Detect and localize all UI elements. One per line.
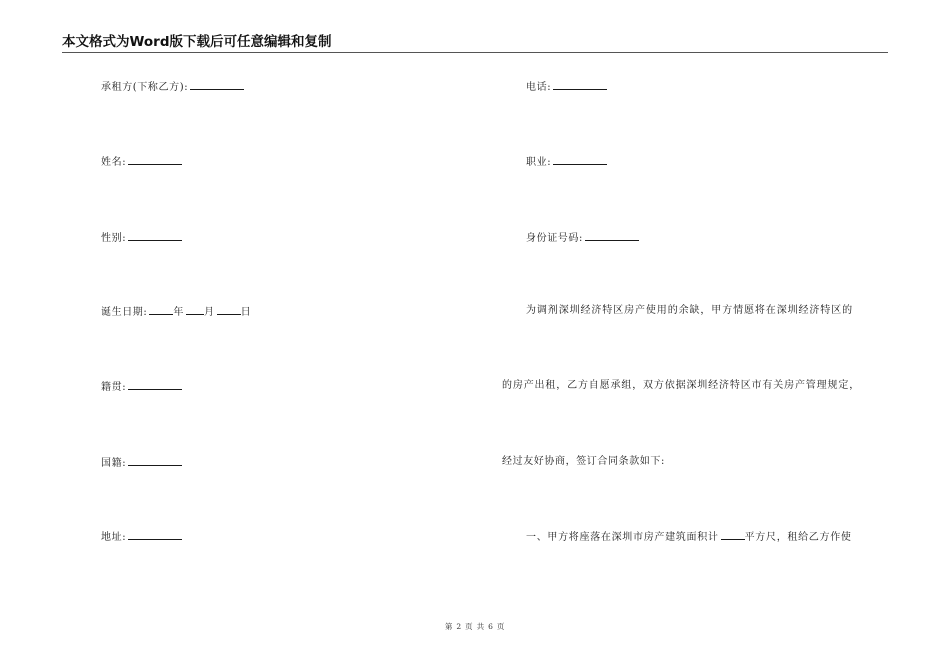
nationality-blank	[128, 455, 182, 466]
page-header	[62, 34, 888, 53]
header-title: 本文格式为Word版下载后可任意编辑和复制	[62, 34, 332, 50]
paragraph-1-line-3: 经过友好协商，签订合同条款如下:	[502, 456, 665, 467]
birth-month-blank	[186, 304, 204, 315]
birth-month-unit: 月	[203, 307, 215, 318]
birth-day-unit: 日	[240, 307, 252, 318]
birth-date-line	[101, 304, 251, 320]
nationality-label: 国籍:	[101, 458, 127, 469]
birth-date-label: 诞生日期:	[101, 307, 148, 318]
name-line	[101, 154, 182, 170]
paragraph-1-line-2: 的房产出租，乙方自愿承组，双方依据深圳经济特区市有关房产管理规定，	[502, 380, 861, 391]
occupation-line	[526, 154, 607, 170]
name-blank	[128, 154, 182, 165]
id-number-blank	[585, 230, 639, 241]
clause-1-line	[526, 529, 852, 545]
page-number: 第 2 页 共 6 页	[444, 622, 506, 631]
id-number-line	[526, 230, 639, 246]
gender-label: 性别:	[101, 233, 127, 244]
birth-year-unit: 年	[173, 307, 184, 318]
phone-label: 电话:	[526, 82, 552, 93]
lessee-blank	[190, 79, 244, 90]
address-blank	[128, 529, 182, 540]
id-number-label: 身份证号码:	[526, 233, 583, 244]
native-place-line	[101, 379, 182, 395]
gender-blank	[128, 230, 182, 241]
birth-day-blank	[217, 304, 241, 315]
address-label: 地址:	[101, 532, 127, 543]
birth-year-blank	[149, 304, 173, 315]
occupation-label: 职业:	[526, 157, 552, 168]
phone-blank	[553, 79, 607, 90]
occupation-blank	[553, 154, 607, 165]
native-place-blank	[128, 379, 182, 390]
clause-1-suffix: 平方尺，租给乙方作使	[744, 532, 852, 543]
clause-1-prefix: 一、甲方将座落在深圳市房产建筑面积计	[526, 532, 719, 543]
gender-line	[101, 230, 182, 246]
name-label: 姓名:	[101, 157, 127, 168]
area-blank	[721, 529, 745, 540]
phone-line	[526, 79, 607, 95]
lessee-line	[101, 79, 244, 95]
address-line	[101, 529, 182, 545]
native-place-label: 籍贯:	[101, 382, 127, 393]
nationality-line	[101, 455, 182, 471]
paragraph-1-line-1: 为调剂深圳经济特区房产使用的余缺，甲方情愿将在深圳经济特区的	[526, 305, 853, 316]
lessee-label: 承租方(下称乙方):	[101, 82, 189, 93]
